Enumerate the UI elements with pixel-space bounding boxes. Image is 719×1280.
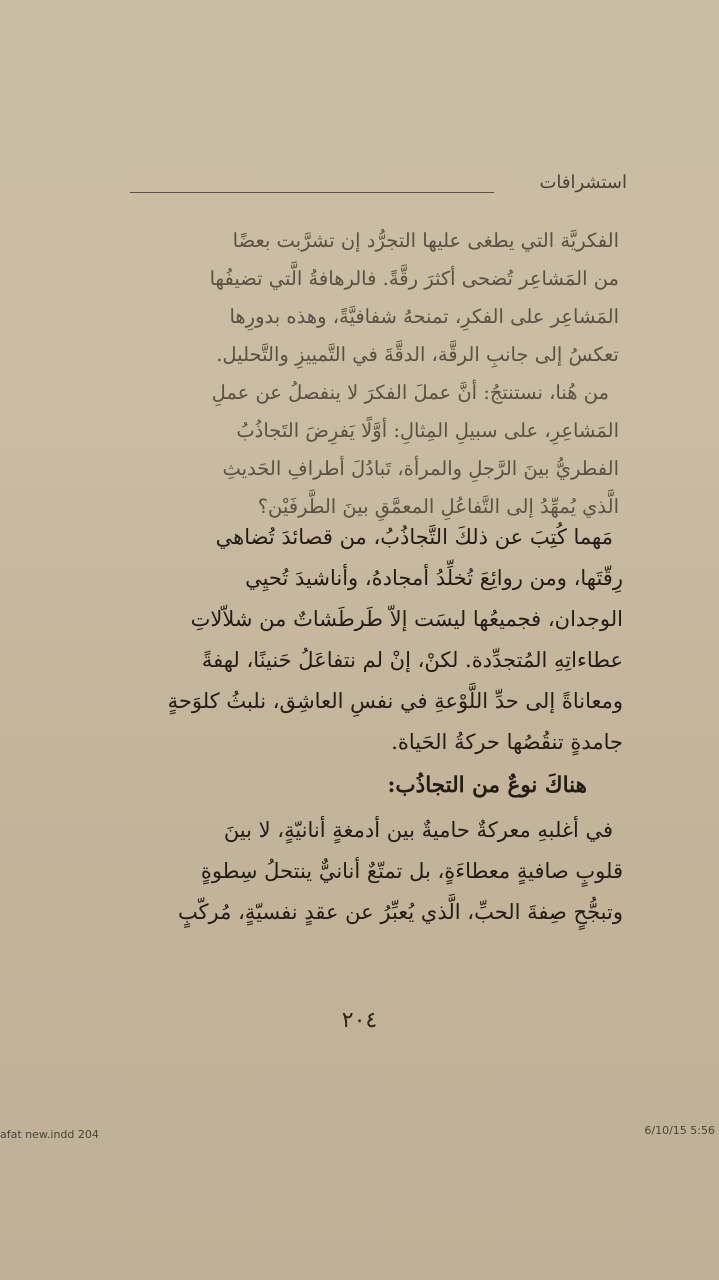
print-slug-file: afat new.indd 204 bbox=[0, 1128, 99, 1141]
text-line: الفكريَّة التي يطغى عليها التجرُّد إن تشرَّبت بعضًا bbox=[232, 229, 619, 252]
text-line: من هُنا، نستنتجُ: أنَّ عملَ الفكرَ لا ينفصلُ عن عملِ bbox=[211, 381, 609, 404]
text-line: جامدةٍ تنقُصُها حركةُ الحَياة. bbox=[391, 730, 623, 754]
text-line: المَشاعِرِ، على سبيلِ المِثالِ: أوَّلًا يَفرِضَ التَجاذُبُ bbox=[236, 419, 619, 442]
header-rule bbox=[130, 192, 494, 193]
text-line: الَّذي يُمهِّدُ إلى التَّفاعُلِ المعمَّقِ بينَ الطَّرفَيْن؟ bbox=[257, 495, 619, 518]
text-line: رِقّتَها، ومن روائِعَ تُخلِّدُ أمجادهُ، وأناشيدَ تُحيِي bbox=[245, 566, 623, 590]
text-line: تعكسُ إلى جانبِ الرقَّة، الدقَّةَ في التَّمييزِ والتَّحليل. bbox=[216, 343, 619, 366]
faded-text-block bbox=[109, 222, 619, 526]
text-line: قلوبٍ صافيةٍ معطاءَةٍ، بل تمتّعٌ أنانيٌّ ينتحلُ سِطوةٍ bbox=[200, 859, 623, 883]
print-slug-date: 6/10/15 5:56 bbox=[644, 1124, 715, 1137]
text-line: المَشاعِر على الفكرِ، تمنحهُ شفافيَّةً، وهذه بدورِها bbox=[229, 305, 619, 328]
text-line: مَهما كُتِبَ عن ذلكَ التَّجاذُبُ، من قصائدَ تُضاهي bbox=[215, 525, 613, 549]
section-heading: هناكَ نوعٌ من التجاذُب: bbox=[387, 773, 587, 798]
text-line: في أغلبهِ معركةٌ حاميةٌ بين أدمغةٍ أنانيّةٍ، لا بينَ bbox=[223, 818, 613, 842]
page-number: ٢٠٤ bbox=[341, 1008, 378, 1033]
text-line: من المَشاعِر تُضحى أكثرَ رقَّةً. فالرهافةُ الَّتي تضيفُها bbox=[209, 267, 619, 290]
text-line: عطاءاتِهِ المُتجدِّدة. لكنْ، إنْ لم نتفاعَلُ حَنينًا، لهفةً bbox=[201, 648, 623, 672]
running-head: استشرافات bbox=[539, 172, 627, 193]
text-line: الوجدان، فجميعُها ليسَت إلاّ طَرطَشاتٌ من شلاّلاتِ bbox=[190, 607, 623, 631]
dark-text-block bbox=[103, 517, 623, 933]
text-line: الفطريُّ بينَ الرَّجلِ والمرأة، تَبادُلَ أطرافِ الحَديثِ bbox=[222, 457, 619, 480]
text-line: ومعاناةً إلى حدِّ اللَّوْعةِ في نفسِ العاشِق، نلبثُ كلوَحةٍ bbox=[167, 689, 623, 713]
text-line: وتبجُّحٍ صِفةَ الحبِّ، الَّذي يُعبِّرُ عن عقدٍ نفسيّةٍ، مُركّبٍ bbox=[177, 900, 623, 924]
